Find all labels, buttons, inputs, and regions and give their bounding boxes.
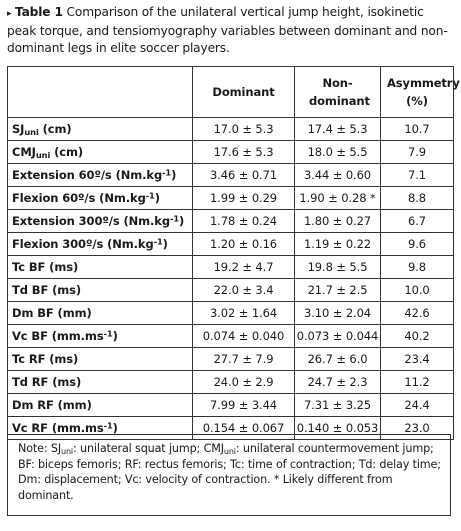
header-row [8, 67, 454, 118]
row-asymmetry: 10.0 [381, 279, 454, 302]
row-non-dominant: 0.073 ± 0.044 [295, 325, 381, 348]
row-asymmetry: 9.8 [381, 256, 454, 279]
table-caption [7, 4, 453, 57]
table-row [8, 187, 454, 210]
row-dominant: 19.2 ± 4.7 [193, 256, 295, 279]
row-asymmetry: 7.9 [381, 141, 454, 164]
row-asymmetry: 10.7 [381, 118, 454, 141]
row-variable: Vc BF $(mm.ms^{-1})$ [8, 325, 193, 348]
row-non-dominant: 17.4 ± 5.3 [295, 118, 381, 141]
row-non-dominant: 1.19 ± 0.22 [295, 233, 381, 256]
header-variable [8, 67, 193, 118]
row-asymmetry: 11.2 [381, 371, 454, 394]
results-table [7, 66, 460, 440]
table-row [8, 118, 454, 141]
row-non-dominant: 18.0 ± 5.5 [295, 141, 381, 164]
row-variable: Tc RF (ms) [8, 348, 193, 371]
row-dominant: 3.46 ± 0.71 [193, 164, 295, 187]
row-dominant: 17.6 ± 5.3 [193, 141, 295, 164]
row-non-dominant: 3.10 ± 2.04 [295, 302, 381, 325]
row-asymmetry: 8.8 [381, 187, 454, 210]
row-non-dominant: 1.90 ± 0.28 * [295, 187, 381, 210]
row-variable: Tc BF (ms) [8, 256, 193, 279]
row-non-dominant: 24.7 ± 2.3 [295, 371, 381, 394]
row-variable: Flexion 60º/s $(Nm.kg^{-1})$ [8, 187, 193, 210]
row-dominant: 27.7 ± 7.9 [193, 348, 295, 371]
table-note: Note: $SJ_{uni}$: unilateral squat jump; $CMJ_{uni}$: unilateral countermovement jump; BF: biceps femoris; RF: rectus femoris; Tc: time of contraction; Td: delay time; Dm: displacement; Vc: velocity of contraction. * Likely different from dominant. [7, 434, 451, 516]
row-non-dominant: 1.80 ± 0.27 [295, 210, 381, 233]
row-non-dominant: 0.140 ± 0.053 [295, 417, 381, 440]
table-row [8, 371, 454, 394]
table-row [8, 348, 454, 371]
row-non-dominant: 19.8 ± 5.5 [295, 256, 381, 279]
header-asymmetry: Asymmetry (%) [381, 67, 454, 118]
row-variable: Vc RF $(mm.ms^{-1})$ [8, 417, 193, 440]
caption-text: Comparison of the unilateral vertical jump height, isokinetic peak torque, and tensiomyography variables between dominant and non-dominant legs in elite soccer players. [7, 5, 448, 55]
row-dominant: 3.02 ± 1.64 [193, 302, 295, 325]
row-dominant: 0.154 ± 0.067 [193, 417, 295, 440]
table-row [8, 302, 454, 325]
header-non-dominant: Non-dominant [295, 67, 381, 118]
row-dominant: 22.0 ± 3.4 [193, 279, 295, 302]
row-dominant: 1.78 ± 0.24 [193, 210, 295, 233]
table-row [8, 256, 454, 279]
row-variable: $SJ_{uni}$ (cm) [8, 118, 193, 141]
row-dominant: 0.074 ± 0.040 [193, 325, 295, 348]
row-non-dominant: 21.7 ± 2.5 [295, 279, 381, 302]
table-row [8, 141, 454, 164]
row-asymmetry: 7.1 [381, 164, 454, 187]
row-dominant: 17.0 ± 5.3 [193, 118, 295, 141]
row-dominant: 1.20 ± 0.16 [193, 233, 295, 256]
row-asymmetry: 23.0 [381, 417, 454, 440]
table-row [8, 164, 454, 187]
table-row [8, 279, 454, 302]
row-dominant: 1.99 ± 0.29 [193, 187, 295, 210]
row-asymmetry: 9.6 [381, 233, 454, 256]
caption-label: Table 1 [15, 5, 63, 19]
table-row [8, 325, 454, 348]
row-variable: $CMJ_{uni}$ (cm) [8, 141, 193, 164]
row-asymmetry: 42.6 [381, 302, 454, 325]
row-asymmetry: 23.4 [381, 348, 454, 371]
row-dominant: 24.0 ± 2.9 [193, 371, 295, 394]
row-variable: Extension 300º/s $(Nm.kg^{-1})$ [8, 210, 193, 233]
row-variable: Td BF (ms) [8, 279, 193, 302]
table-row [8, 394, 454, 417]
row-variable: Dm BF (mm) [8, 302, 193, 325]
row-variable: Dm RF (mm) [8, 394, 193, 417]
row-asymmetry: 40.2 [381, 325, 454, 348]
row-non-dominant: 7.31 ± 3.25 [295, 394, 381, 417]
row-asymmetry: 24.4 [381, 394, 454, 417]
row-non-dominant: 3.44 ± 0.60 [295, 164, 381, 187]
row-asymmetry: 6.7 [381, 210, 454, 233]
caption-marker-icon: ▸ [7, 9, 12, 19]
header-dominant: Dominant [193, 67, 295, 118]
row-variable: Td RF (ms) [8, 371, 193, 394]
table-row [8, 233, 454, 256]
row-non-dominant: 26.7 ± 6.0 [295, 348, 381, 371]
row-variable: Extension 60º/s $(Nm.kg^{-1})$ [8, 164, 193, 187]
row-variable: Flexion 300º/s $(Nm.kg^{-1})$ [8, 233, 193, 256]
row-dominant: 7.99 ± 3.44 [193, 394, 295, 417]
table-row [8, 210, 454, 233]
